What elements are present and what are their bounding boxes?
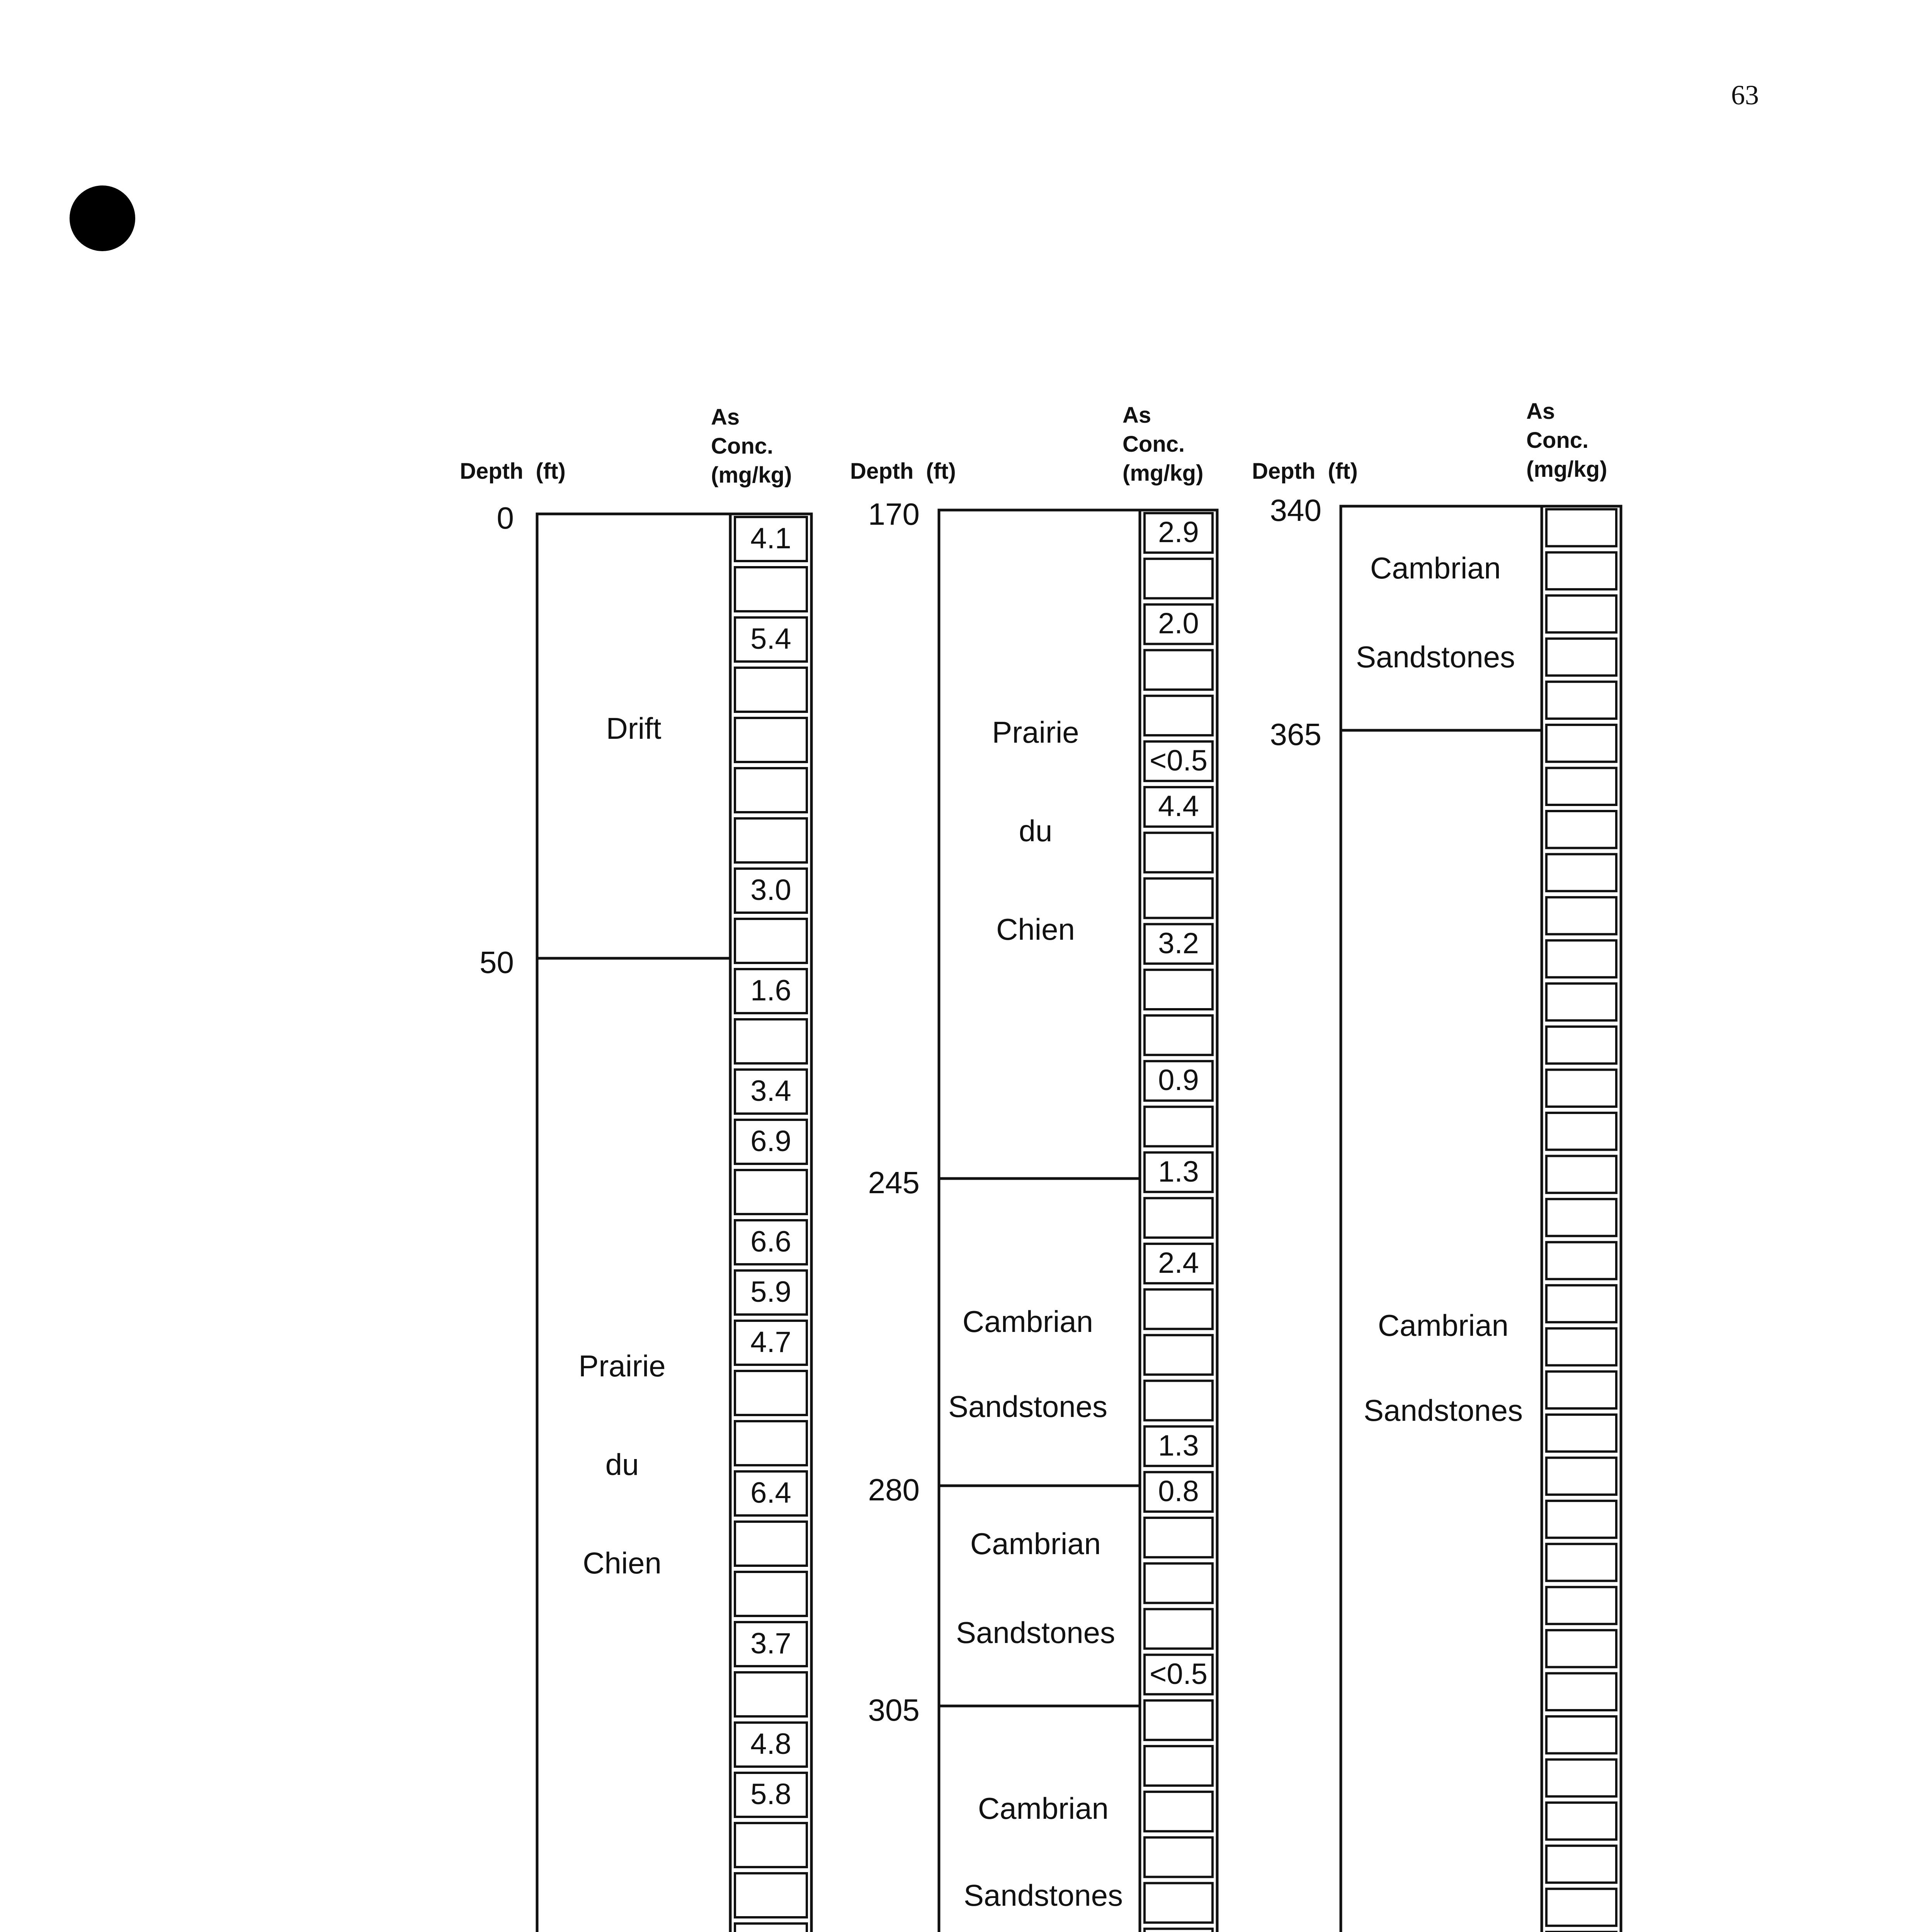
blank-cell [1546,1587,1616,1624]
blank-cell [1546,553,1616,590]
concentration-column [1542,506,1621,1932]
blank-cell [1546,1760,1616,1797]
concentration-value: 3.2 [1158,927,1199,960]
blank-cell [1546,1285,1616,1322]
depth-label: 245 [868,1165,920,1200]
blank-cell [735,919,807,963]
concentration-value: 6.4 [750,1476,791,1509]
concentration-value: 1.6 [750,974,791,1007]
blank-cell [735,1873,807,1917]
blank-cell [1546,983,1616,1020]
blank-cell [1546,940,1616,978]
concentration-header: Conc. [1526,428,1589,453]
blank-cell [1546,1673,1616,1710]
blank-cell [735,668,807,712]
concentration-value: 5.9 [750,1276,791,1308]
stratigraphic-unit-label: Cambrian [1378,1308,1509,1342]
concentration-header: (mg/kg) [711,463,792,488]
depth-label: 0 [497,501,514,535]
blank-cell [735,1672,807,1716]
blank-cell [1145,970,1213,1009]
blank-cell [1546,1889,1616,1926]
blank-cell [1546,1328,1616,1366]
concentration-value: 3.7 [750,1627,791,1660]
page-number: 63 [1731,80,1759,111]
blank-cell [1546,1630,1616,1667]
blank-cell [1145,696,1213,735]
blank-cell [1145,1107,1213,1146]
blank-cell [1145,1289,1213,1329]
blank-cell [1546,1156,1616,1193]
depth-label: 280 [868,1473,920,1507]
blank-cell [735,1421,807,1465]
concentration-value: 5.8 [750,1778,791,1811]
blank-cell [1145,1746,1213,1786]
blank-cell [1546,595,1616,633]
blank-cell [735,718,807,762]
blank-cell [1145,1518,1213,1557]
blank-cell [1145,1015,1213,1055]
blank-cell [1145,650,1213,690]
blank-cell [1546,1544,1616,1581]
depth-label: 365 [1270,717,1321,752]
concentration-value: 3.4 [750,1075,791,1107]
blank-cell [1145,559,1213,598]
blank-cell [1546,811,1616,848]
blank-cell [1546,1846,1616,1883]
concentration-value: 4.4 [1158,790,1199,823]
stratigraphic-unit-label: Drift [606,711,662,745]
blank-cell [735,1823,807,1867]
concentration-header: As [1122,403,1151,428]
blank-cell [735,1522,807,1566]
concentration-value: 3.0 [750,874,791,906]
depth-header: Depth (ft) [460,459,566,484]
blank-cell [1546,854,1616,891]
concentration-value: 0.9 [1158,1064,1199,1097]
blank-cell [1546,509,1616,546]
strata-column [1341,506,1542,1932]
concentration-value: <0.5 [1149,744,1208,777]
stratigraphic-unit-label: Cambrian [970,1527,1101,1561]
blank-cell [1546,1716,1616,1753]
blank-cell [735,1170,807,1214]
blank-cell [1546,639,1616,676]
blank-cell [1546,1070,1616,1107]
blank-cell [735,1371,807,1415]
depth-label: 50 [480,945,514,980]
stratigraphic-unit-label: Sandstones [1356,640,1515,674]
stratigraphic-unit-label: du [605,1447,639,1481]
concentration-value: 2.0 [1158,607,1199,640]
blank-cell [1546,1415,1616,1452]
depth-label: 170 [868,497,920,531]
stratigraphic-unit-label: Sandstones [1364,1393,1523,1427]
blank-cell [1145,1837,1213,1877]
concentration-header: Conc. [1122,432,1185,457]
blank-cell [1145,1929,1213,1932]
stratigraphic-unit-label: Sandstones [956,1616,1115,1650]
concentration-header: (mg/kg) [1122,461,1204,486]
blank-cell [735,1019,807,1063]
stratigraphic-unit-label: Sandstones [964,1878,1123,1912]
concentration-value: 1.3 [1158,1429,1199,1462]
stratigraphic-unit-label: Chien [583,1546,662,1580]
stratigraphic-unit-label: Prairie [992,715,1079,749]
blank-cell [1546,1803,1616,1840]
blank-cell [1546,768,1616,805]
concentration-value: 6.9 [750,1125,791,1158]
concentration-column [1140,510,1217,1932]
stratigraphic-unit-label: du [1019,814,1053,848]
concentration-value: 6.6 [750,1225,791,1258]
concentration-header: Conc. [711,434,774,459]
blank-cell [1546,1242,1616,1279]
blank-cell [1546,1199,1616,1236]
concentration-column [730,514,811,1932]
blank-cell [735,768,807,812]
concentration-value: 4.8 [750,1728,791,1760]
concentration-header: As [1526,399,1555,424]
concentration-value: 5.4 [750,622,791,655]
depth-header: Depth (ft) [1252,459,1358,484]
blank-cell [1145,1609,1213,1648]
blank-cell [735,1572,807,1616]
blank-cell [1145,833,1213,872]
concentration-value: 0.8 [1158,1475,1199,1508]
concentration-header: As [711,405,740,430]
blank-cell [1145,1883,1213,1922]
blank-cell [1145,1792,1213,1831]
blank-cell [735,1923,807,1932]
concentration-value: 2.9 [1158,516,1199,549]
blank-cell [1145,1335,1213,1374]
depth-label: 340 [1270,493,1321,527]
blank-cell [1546,1113,1616,1150]
blank-cell [1546,897,1616,934]
stratigraphic-unit-label: Chien [996,912,1075,946]
blank-cell [1546,1027,1616,1064]
concentration-value: 4.1 [750,522,791,555]
concentration-value: 4.7 [750,1326,791,1359]
blank-cell [1145,1701,1213,1740]
depth-header: Depth (ft) [850,459,956,484]
concentration-header: (mg/kg) [1526,457,1607,482]
concentration-value: 1.3 [1158,1155,1199,1188]
blank-cell [1145,1563,1213,1603]
blank-cell [1546,1458,1616,1495]
blank-cell [1546,682,1616,719]
depth-label: 305 [868,1693,920,1727]
stratigraphic-unit-label: Cambrian [962,1304,1094,1338]
stratigraphic-unit-label: Sandstones [948,1389,1107,1423]
blank-cell [1546,1371,1616,1408]
blank-cell [1145,1381,1213,1420]
blank-cell [1145,878,1213,918]
blank-cell [1546,725,1616,762]
stratigraphic-unit-label: Prairie [578,1349,666,1383]
concentration-value: 2.4 [1158,1247,1199,1279]
stratigraphic-unit-label: Cambrian [978,1791,1109,1825]
blank-cell [1546,1501,1616,1538]
blank-cell [1145,1198,1213,1238]
blank-cell [735,567,807,611]
blank-cell [735,818,807,862]
stratigraphic-unit-label: Cambrian [1370,551,1501,585]
concentration-value: <0.5 [1149,1657,1208,1690]
